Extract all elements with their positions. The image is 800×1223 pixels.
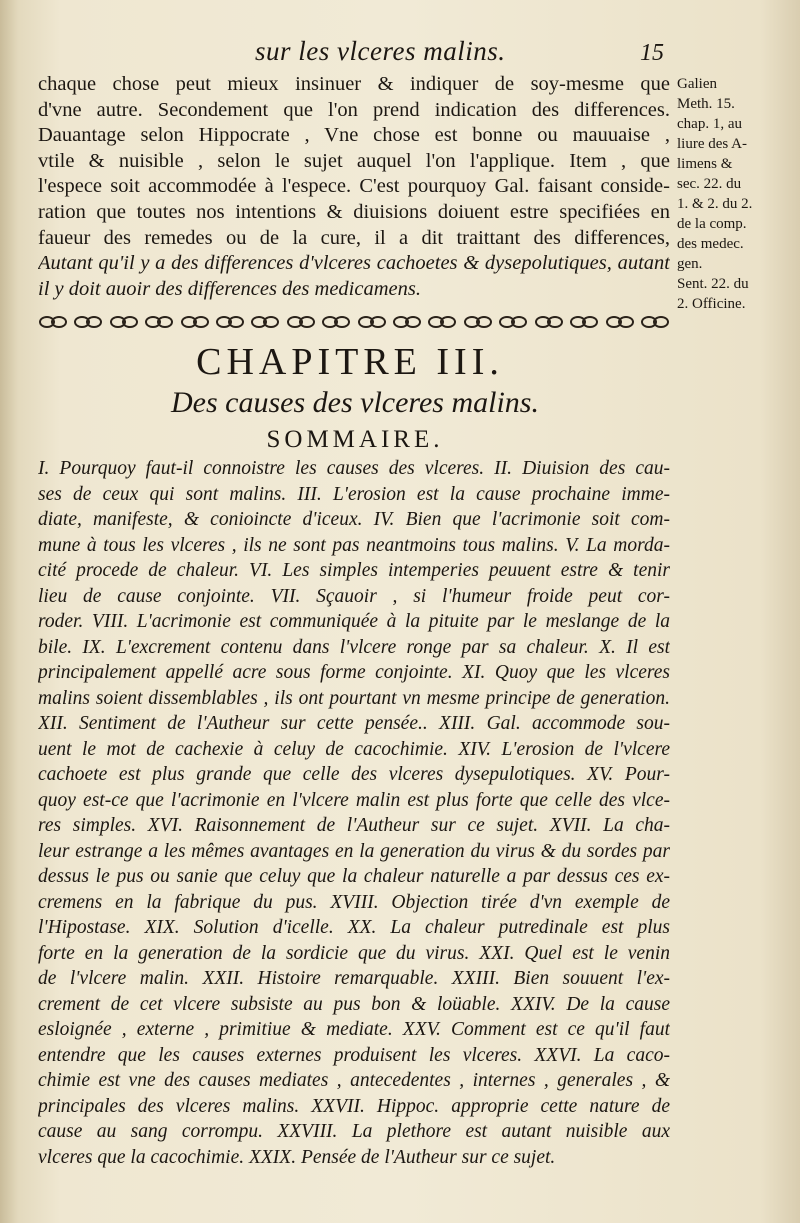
margin-note-line: 1. & 2. du 2.: [677, 196, 753, 212]
summary-heading: SOMMAIRE.: [266, 426, 444, 453]
summary-line: cause au sang corrompu. XXVIII. La plethore est autant nuisible aux: [38, 1121, 670, 1142]
margin-note-line: gen.: [677, 256, 703, 272]
summary-line: quoy est-ce que l'acrimonie en l'vlcere malin est plus forte que celle des vlce-: [38, 789, 670, 811]
ornament-glyph: [534, 315, 564, 325]
body-paragraph: [38, 72, 670, 302]
ornament-glyph: [144, 315, 174, 325]
summary-line: entendre que les causes externes produisent les vlceres. XXVI. La caco-: [38, 1044, 670, 1066]
margin-note-line: de la comp.: [677, 216, 747, 232]
ornament-glyph: [427, 315, 457, 325]
ornament-glyph: [569, 315, 599, 325]
ornament-glyph: [640, 315, 670, 325]
body-line: il y doit auoir des differences des medicamens.: [38, 277, 421, 300]
summary-line: principalement appellé acre sous forme conjointe. XI. Quoy que les vlceres: [38, 662, 670, 683]
ornament-glyph: [357, 315, 387, 325]
body-line: Autant qu'il y a des differences d'vlceres cachoetes & dysepolutiques, autant: [38, 252, 670, 275]
body-line: faueur des remedes ou de la cure, il a dit traittant des differences,: [38, 226, 670, 249]
summary-line: forte en la generation de la sordicie que du virus. XXI. Quel est le venin: [38, 942, 670, 964]
summary-line: malins soient dissemblables , ils ont pourtant vn mesme principe de generation.: [38, 687, 670, 709]
summary-line: vlceres que la cacochimie. XXIX. Pensée de l'Autheur sur ce sujet.: [38, 1146, 556, 1168]
ornament-glyph: [215, 315, 245, 325]
ornament-glyph: [605, 315, 635, 325]
summary-line: mune à tous les vlceres , ils ne sont pas neantmoins tous malins. V. La morda-: [38, 534, 670, 556]
ornament-glyph: [286, 315, 316, 325]
summary-line: chimie est vne des causes mediates , antecedentes , internes , generales , &: [38, 1070, 670, 1091]
margin-note-line: limens &: [677, 156, 733, 172]
ornament-glyph: [38, 315, 68, 325]
ornament-glyph: [109, 315, 139, 325]
summary-line: cachoete est plus grande que celle des vlceres dysepulotiques. XV. Pour-: [38, 764, 670, 785]
summary-line: crement de cet vlcere subsiste au pus bon & loüable. XXIV. De la cause: [38, 993, 670, 1015]
page-header: [0, 36, 800, 76]
ornament-glyph: [463, 315, 493, 325]
margin-note-line: Meth. 15.: [677, 96, 735, 112]
summary-line: leur estrange a les mêmes avantages en la generation du virus & du sordes par: [38, 840, 670, 862]
ornament-glyph: [180, 315, 210, 325]
ornament-glyph: [321, 315, 351, 325]
summary-line: principales des vlceres malins. XXVII. Hippoc. approprie cette nature de: [38, 1095, 670, 1117]
summary-line: l'Hipostase. XIX. Solution d'icelle. XX. La chaleur putredinale est plus: [38, 917, 670, 938]
margin-note-line: sec. 22. du: [677, 176, 742, 192]
summary-line: cremens en la fabrique du pus. XVIII. Objection tirée d'vn exemple de: [38, 891, 670, 913]
body-line: l'espece soit accommodée à l'espece. C'est pourquoy Gal. faisant conside-: [38, 175, 670, 198]
summary-line: XII. Sentiment de l'Autheur sur cette pensée.. XIII. Gal. accommode sou-: [38, 713, 670, 734]
chapter-subtitle: Des causes des vlceres malins.: [171, 386, 539, 419]
summary-line: cité procede de chaleur. VI. Les simples intemperies peuuent estre & tenir: [38, 560, 670, 581]
margin-note: [677, 74, 797, 314]
chapter-title: CHAPITRE III.: [196, 341, 504, 383]
body-line: chaque chose peut mieux insinuer & indiquer de soy-mesme que: [38, 73, 670, 95]
body-line: vtile & nuisible , selon le sujet auquel l'on l'applique. Item , que: [38, 149, 670, 172]
summary-line: esloignée , externe , primitiue & mediate. XXV. Comment est ce qu'il faut: [38, 1019, 670, 1040]
margin-note-line: des medec.: [677, 236, 744, 252]
margin-note-line: chap. 1, au: [677, 116, 742, 132]
body-line: Dauantage selon Hippocrate , Vne chose est bonne ou mauuaise ,: [38, 124, 670, 147]
body-line: ration que toutes nos intentions & diuisions doiuent estre specifiées en: [38, 200, 670, 223]
summary-line: uent le mot de cachexie à celuy de cacochimie. XIV. L'erosion de l'vlcere: [38, 738, 670, 760]
summary-line: res simples. XVI. Raisonnement de l'Autheur sur ce sujet. XVII. La cha-: [38, 815, 670, 836]
margin-note-line: liure des A-: [677, 136, 747, 152]
summary-line: lieu de cause conjointe. VII. Sçauoir , si l'humeur froide peut cor-: [38, 585, 670, 607]
summary-line: bile. IX. L'excrement contenu dans l'vlcere ronge par sa chaleur. X. Il est: [38, 636, 670, 658]
margin-note-line: 2. Officine.: [677, 296, 746, 312]
margin-note-line: Galien: [677, 76, 717, 92]
summary-line: de l'vlcere malin. XXII. Histoire remarquable. XXIII. Bien souuent l'ex-: [38, 968, 670, 989]
summary-line: diate, manifeste, & conioincte d'iceux. IV. Bien que l'acrimonie soit com-: [38, 509, 670, 530]
summary-line: dessus le pus ou sanie que celuy que la chaleur naturelle a par dessus ces ex-: [38, 866, 670, 887]
ornament-glyph: [250, 315, 280, 325]
ornament-glyph: [392, 315, 422, 325]
margin-note-line: Sent. 22. du: [677, 276, 749, 292]
ornamental-divider: [38, 312, 670, 328]
summary-line: roder. VIII. L'acrimonie est communiquée à la pituite par le meslange de la: [38, 611, 670, 632]
body-line: d'vne autre. Secondement que l'on prend indication des differences.: [38, 98, 670, 121]
running-title: sur les vlceres malins.: [255, 36, 506, 66]
summary-line: ses de ceux qui sont malins. III. L'erosion est la cause prochaine imme-: [38, 483, 670, 505]
ornament-glyph: [498, 315, 528, 325]
ornament-glyph: [73, 315, 103, 325]
page-number: 15: [640, 40, 664, 66]
summary-text: [38, 456, 670, 1170]
summary-line: I. Pourquoy faut-il connoistre les causes des vlceres. II. Diuision des cau-: [38, 458, 670, 479]
